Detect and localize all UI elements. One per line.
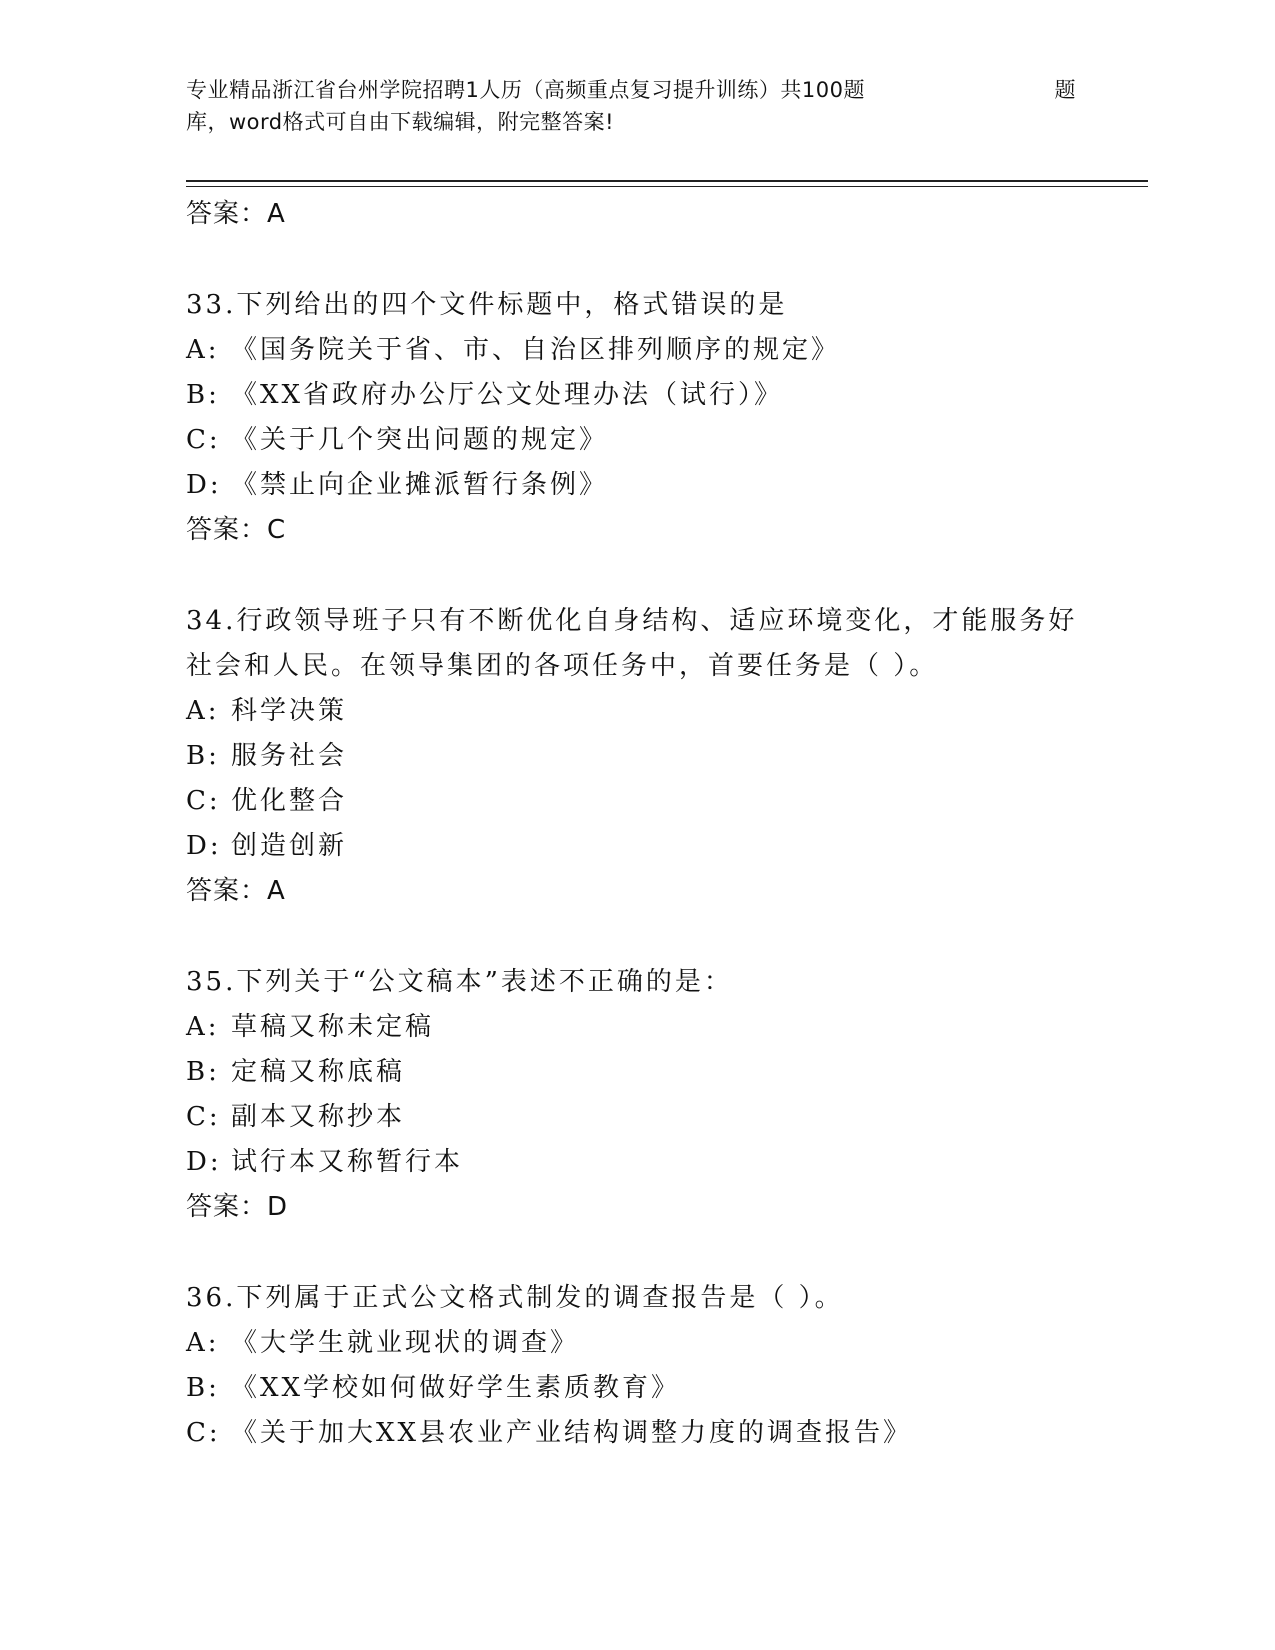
answer-line: 答案：C [186,515,287,545]
option-a [186,1321,1106,1366]
option-letter: A: [186,696,220,726]
option-letter: B: [186,741,220,771]
header-subtitle: 库，word格式可自由下载编辑，附完整答案! [186,110,615,134]
header-divider-thin [186,186,1148,187]
question-34 [186,599,1106,914]
option-a [186,1005,1106,1050]
option-text: 《大学生就业现状的调查》 [231,1328,580,1358]
option-text: 《国务院关于省、市、自治区排列顺序的规定》 [231,335,841,365]
option-letter: C: [186,1418,221,1448]
document-body [186,192,1106,1456]
option-c [186,1095,1106,1140]
option-text: 《XX省政府办公厅公文处理办法（试行）》 [231,380,784,410]
header-line-2 [186,106,1076,138]
answer-line: 答案：D [186,1192,289,1222]
option-letter: D: [186,1147,222,1177]
question-33 [186,283,1106,553]
option-text: 服务社会 [231,741,348,771]
question-stem: 36.下列属于正式公文格式制发的调查报告是（ ）。 [186,1283,844,1313]
option-b [186,734,1106,779]
option-text: 创造创新 [231,831,348,861]
option-letter: B: [186,1057,220,1087]
option-letter: A: [186,1012,220,1042]
option-b [186,1050,1106,1095]
option-letter: C: [186,786,221,816]
option-text: 定稿又称底稿 [231,1057,406,1087]
option-d [186,824,1106,869]
question-stem: 33.下列给出的四个文件标题中，格式错误的是 [186,290,788,320]
option-letter: A: [186,1328,220,1358]
page-header [186,74,1076,138]
option-text: 试行本又称暂行本 [231,1147,464,1177]
option-b [186,373,1106,418]
answer-line: 答案：A [186,876,286,906]
header-divider-thick [186,180,1148,182]
header-title: 专业精品浙江省台州学院招聘1人历（高频重点复习提升训练）共100题 [186,78,865,102]
option-text: 《关于几个突出问题的规定》 [231,425,609,455]
option-letter: B: [186,380,220,410]
option-text: 副本又称抄本 [231,1102,406,1132]
option-text: 《禁止向企业摊派暂行条例》 [231,470,609,500]
option-letter: B: [186,1373,220,1403]
option-letter: C: [186,425,221,455]
option-a [186,689,1106,734]
question-36 [186,1276,1106,1456]
answer-line: 答案：A [186,199,286,229]
option-c [186,1411,1106,1456]
header-line-1 [186,74,1076,106]
option-letter: A: [186,335,220,365]
option-a [186,328,1106,373]
option-text: 《关于加大XX县农业产业结构调整力度的调查报告》 [231,1418,913,1448]
option-letter: D: [186,470,222,500]
question-stem-line-2: 社会和人民。在领导集团的各项任务中，首要任务是（ ）。 [186,651,939,681]
option-text: 《XX学校如何做好学生素质教育》 [231,1373,681,1403]
question-stem-line-1: 34.行政领导班子只有不断优化自身结构、适应环境变化，才能服务好 [186,606,1078,636]
option-d [186,463,1106,508]
option-d [186,1140,1106,1185]
option-text: 草稿又称未定稿 [231,1012,435,1042]
option-text: 优化整合 [231,786,348,816]
option-b [186,1366,1106,1411]
question-stem: 35.下列关于“公文稿本”表述不正确的是： [186,967,733,997]
header-title-end: 题 [1054,78,1076,102]
option-c [186,418,1106,463]
question-35 [186,960,1106,1230]
option-letter: C: [186,1102,221,1132]
option-c [186,779,1106,824]
option-text: 科学决策 [231,696,348,726]
option-letter: D: [186,831,222,861]
